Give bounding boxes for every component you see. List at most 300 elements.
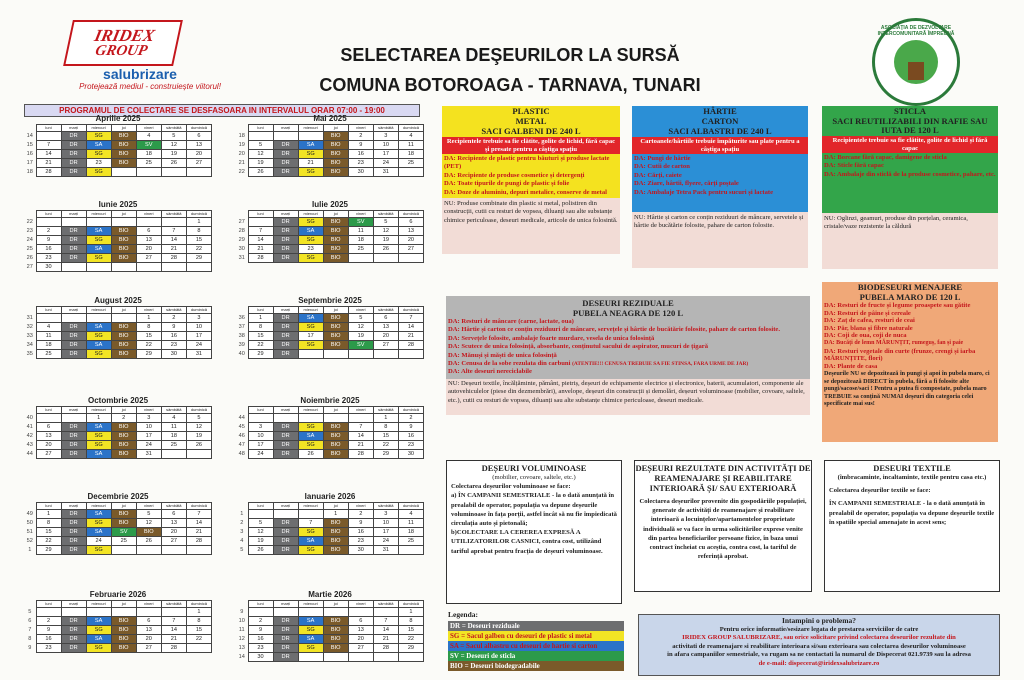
- weekday-header: duminică: [398, 503, 423, 510]
- calendar-day: [348, 254, 373, 263]
- calendar-month-title: Aprilie 2025: [95, 114, 141, 123]
- collection-day-dr: DR: [61, 236, 86, 245]
- collection-day-bio: BIO: [111, 132, 136, 141]
- residual-heading-1: DESEURI REZIDUALE: [582, 298, 674, 308]
- collection-day-bio: BIO: [111, 254, 136, 263]
- weekday-header: vineri: [136, 125, 161, 132]
- calendar-day: 14: [186, 519, 211, 528]
- textile-line-1: Colectarea deșeurilor textile se face:: [829, 487, 931, 495]
- calendar-day: 1: [323, 510, 348, 519]
- calendar-day: 23: [348, 159, 373, 168]
- contact-email[interactable]: de e-mail: dispecerat@iridexsalubrizare.ro: [758, 659, 880, 667]
- paper-da-5: DA: Ambalaje Tetra Pack pentru sucuri și lactate: [634, 188, 774, 196]
- calendar-day: 3: [373, 132, 398, 141]
- calendar-day: [398, 546, 423, 555]
- collection-day-sa: SA: [298, 141, 323, 150]
- contact-line-3: activitati de reamenajare si reabilitare interioara si/sau exterioara sau colectarea deseurilor voluminoase: [672, 642, 966, 650]
- week-number: 44: [238, 415, 245, 421]
- weekday-header: luni: [248, 407, 273, 414]
- calendar-day: 22: [186, 245, 211, 254]
- weekday-header: miercuri: [298, 125, 323, 132]
- calendar-day: 25: [161, 441, 186, 450]
- collection-day-sg: SG: [86, 168, 111, 177]
- calendar-day: 14: [348, 432, 373, 441]
- collection-day-sa: SA: [298, 537, 323, 546]
- calendar-day: [61, 414, 86, 423]
- calendar-day: 7: [161, 227, 186, 236]
- calendar-day: 10: [248, 432, 273, 441]
- collection-day-dr: DR: [61, 332, 86, 341]
- calendar-day: [36, 314, 61, 323]
- calendar-day: 30: [248, 653, 273, 662]
- calendar-day: 18: [398, 528, 423, 537]
- calendar-day: 18: [348, 236, 373, 245]
- calendar-day: 21: [36, 159, 61, 168]
- calendar-month: [236, 590, 424, 662]
- calendar-day: 16: [36, 245, 61, 254]
- week-number: 32: [26, 324, 33, 330]
- legend-item-sv: SV = Deseuri de sticla: [448, 651, 624, 661]
- calendar-day: [248, 414, 273, 423]
- collection-day-sa: SA: [86, 341, 111, 350]
- week-number-header: [236, 407, 248, 414]
- calendar-day: [86, 314, 111, 323]
- calendar-day: 21: [186, 528, 211, 537]
- weekday-header: marți: [61, 407, 86, 414]
- calendar-day: 30: [348, 546, 373, 555]
- collection-day-sa: SA: [298, 617, 323, 626]
- week-number: 19: [238, 142, 245, 148]
- logo-tagline: Protejează mediul - construiește viitorul!: [79, 82, 221, 91]
- calendar-day: 18: [136, 150, 161, 159]
- calendar-month-title: Martie 2026: [308, 590, 352, 599]
- weekday-header: marți: [273, 503, 298, 510]
- calendar-day: 15: [186, 236, 211, 245]
- calendar-month-title: Noiembrie 2025: [300, 396, 360, 405]
- bio-panel: [822, 282, 998, 442]
- bio-heading-2: PUBELA MARO DE 120 L: [859, 292, 961, 302]
- calendar-day: 7: [186, 510, 211, 519]
- calendar-day: 3: [186, 314, 211, 323]
- calendar-day: 26: [186, 441, 211, 450]
- weekday-header: sâmbătă: [373, 601, 398, 608]
- weekday-header: marți: [273, 601, 298, 608]
- textile-line-2: ÎN CAMPANII SEMESTRIALE - la o dată anunțată în prealabil de operator, populația va depune deșeurile textile în spatiile special amenajate in acest sens;: [829, 500, 995, 526]
- calendar-day: 18: [36, 341, 61, 350]
- weekday-header: joi: [323, 307, 348, 314]
- glass-heading-1: STICLA: [894, 106, 926, 116]
- weekday-header: miercuri: [86, 407, 111, 414]
- weekday-header: marți: [61, 307, 86, 314]
- weekday-header: duminică: [398, 307, 423, 314]
- calendar-day: 2: [111, 414, 136, 423]
- weekday-header: duminică: [186, 601, 211, 608]
- calendar-day: [111, 608, 136, 617]
- week-number: 12: [238, 636, 245, 642]
- collection-day-bio: BIO: [111, 644, 136, 653]
- calendar-day: 8: [373, 423, 398, 432]
- weekday-header: marți: [61, 503, 86, 510]
- legend: [448, 610, 624, 671]
- calendar-day: 26: [373, 245, 398, 254]
- calendar-day: [36, 218, 61, 227]
- calendar-day: 5: [373, 218, 398, 227]
- week-number-header: [24, 307, 36, 314]
- residual-nu: NU: Deșeuri textile, încălțăminte, pământ, pietriș, deșeuri de echipamente electrice și electronice, baterii, acumulatori, componente ale autovehiculelor (piese din dezmembrări), anvelope, deșeuri din construcții și demolări, deșeuri voluminoase (mobilier, covoare, saltele, etc.), cutii cu resturi de vopsea, diluanți sau alte substanțe chimice periculoase, deseuri medicale.: [448, 379, 805, 404]
- residual-da-3: DA: Servețele folosite, ambalaje foarte murdare, vesela de unica folosință: [448, 334, 655, 342]
- iridex-logo: [50, 20, 221, 91]
- calendar-day: 7: [348, 423, 373, 432]
- collection-day-dr: DR: [273, 245, 298, 254]
- collection-day-dr: DR: [61, 528, 86, 537]
- calendar-day: 20: [348, 635, 373, 644]
- calendar-day: [298, 414, 323, 423]
- calendar-day: 2: [36, 617, 61, 626]
- residual-panel: [446, 296, 810, 430]
- weekday-header: luni: [248, 125, 273, 132]
- bio-da-2: DA: Resturi de pâine și cereale: [824, 309, 911, 317]
- calendar-day: [298, 510, 323, 519]
- week-number-header: [236, 601, 248, 608]
- calendar-day: 11: [398, 141, 423, 150]
- collection-day-dr: DR: [61, 441, 86, 450]
- collection-day-sg: SG: [86, 332, 111, 341]
- week-number: 34: [26, 342, 33, 348]
- calendar-day: 28: [161, 254, 186, 263]
- calendar-day: 12: [248, 150, 273, 159]
- glass-da-2: DA: Sticle fără capac: [824, 162, 884, 170]
- collection-day-bio: BIO: [111, 350, 136, 359]
- weekday-header: duminică: [186, 503, 211, 510]
- calendar-day: 13: [398, 227, 423, 236]
- week-number: 14: [26, 133, 33, 139]
- collection-day-sv: SV: [348, 341, 373, 350]
- collection-day-dr: DR: [61, 227, 86, 236]
- calendar-month: [24, 492, 212, 555]
- calendar-day: [348, 414, 373, 423]
- week-number: 24: [26, 237, 33, 243]
- collection-day-dr: DR: [61, 617, 86, 626]
- calendar-day: 1: [36, 510, 61, 519]
- legend-item-bio: BIO = Deseuri biodegradabile: [448, 661, 624, 671]
- collection-day-sa: SA: [86, 323, 111, 332]
- calendar-day: [273, 510, 298, 519]
- collection-day-sa: SA: [298, 635, 323, 644]
- calendar-day: 31: [373, 168, 398, 177]
- bulky-heading: DEȘEURI VOLUMINOASE: [481, 463, 587, 473]
- week-number: 14: [238, 654, 245, 660]
- week-number: 47: [238, 442, 245, 448]
- collection-day-bio: BIO: [111, 227, 136, 236]
- calendar-day: 22: [248, 341, 273, 350]
- bio-da-1: DA: Resturi de fructe și legume proaspete sau gătite: [824, 302, 971, 309]
- collection-day-dr: DR: [61, 341, 86, 350]
- collection-day-sg: SG: [298, 528, 323, 537]
- calendar-day: 1: [248, 314, 273, 323]
- association-seal: [872, 18, 960, 106]
- weekday-header: luni: [36, 407, 61, 414]
- calendar-day: 24: [248, 450, 273, 459]
- weekday-header: miercuri: [298, 601, 323, 608]
- collection-day-sa: SA: [86, 450, 111, 459]
- calendar-day: [161, 450, 186, 459]
- calendar-day: 31: [373, 546, 398, 555]
- collection-day-dr: DR: [61, 450, 86, 459]
- collection-day-bio: BIO: [323, 546, 348, 555]
- weekday-header: luni: [248, 307, 273, 314]
- collection-day-dr: DR: [273, 546, 298, 555]
- weekday-header: duminică: [398, 125, 423, 132]
- calendar-day: [161, 218, 186, 227]
- tree-icon: [894, 40, 938, 84]
- calendar-month-title: Iunie 2025: [98, 200, 138, 209]
- calendar-day: 6: [398, 218, 423, 227]
- collection-day-sv: SV: [111, 528, 136, 537]
- calendar-day: [61, 263, 86, 272]
- collection-day-sg: SG: [298, 341, 323, 350]
- collection-day-dr: DR: [61, 635, 86, 644]
- bio-da-7: DA: Resturi vegetale din curte (frunze, crengi și iarba MĂRUNȚITE, flori): [824, 347, 976, 363]
- week-number-header: [24, 503, 36, 510]
- calendar-day: 16: [248, 635, 273, 644]
- plastic-da-1: DA: Recipiente de plastic pentru băuturi și produse lactate (PET): [444, 155, 610, 171]
- week-number: 27: [26, 264, 33, 270]
- collection-day-sg: SG: [298, 236, 323, 245]
- calendar-day: 29: [136, 350, 161, 359]
- calendar-day: 13: [136, 626, 161, 635]
- calendar-day: 4: [36, 323, 61, 332]
- renovation-waste-panel: [634, 460, 812, 592]
- calendar-day: 20: [161, 528, 186, 537]
- weekday-header: joi: [111, 307, 136, 314]
- collection-day-dr: DR: [273, 314, 298, 323]
- weekday-header: vineri: [136, 307, 161, 314]
- calendar-day: [136, 168, 161, 177]
- calendar-day: 9: [348, 519, 373, 528]
- calendar-day: 23: [398, 441, 423, 450]
- calendar-month-title: August 2025: [94, 296, 142, 305]
- calendar-day: [248, 608, 273, 617]
- weekday-header: sâmbătă: [373, 125, 398, 132]
- calendar-day: 14: [36, 150, 61, 159]
- calendar-day: 20: [373, 332, 398, 341]
- week-number: 37: [238, 324, 245, 330]
- weekday-header: duminică: [398, 601, 423, 608]
- calendar-day: [248, 132, 273, 141]
- weekday-header: joi: [323, 211, 348, 218]
- contact-line-4: in afara campaniilor semestriale, va rugam sa ne contactati la numarul de Dispecerat 021.9739 sau la adresa: [667, 651, 971, 659]
- collection-day-bio: BIO: [111, 245, 136, 254]
- week-number: 48: [238, 451, 245, 457]
- collection-day-bio: BIO: [111, 617, 136, 626]
- calendar-day: 16: [36, 635, 61, 644]
- calendar-day: 11: [398, 519, 423, 528]
- calendar-day: [161, 546, 186, 555]
- calendar-day: 6: [136, 227, 161, 236]
- week-number-header: [24, 211, 36, 218]
- calendar-day: 10: [136, 423, 161, 432]
- calendar-day: 13: [348, 626, 373, 635]
- collection-day-dr: DR: [61, 132, 86, 141]
- collection-day-bio: BIO: [111, 323, 136, 332]
- calendar-month: [24, 114, 212, 177]
- calendar-day: 21: [373, 635, 398, 644]
- collection-day-bio: BIO: [323, 626, 348, 635]
- weekday-header: vineri: [348, 307, 373, 314]
- week-number: 5: [240, 547, 244, 553]
- week-number: 16: [26, 151, 33, 157]
- collection-day-sg: SG: [86, 254, 111, 263]
- collection-day-bio: BIO: [323, 236, 348, 245]
- calendar-day: 1: [373, 414, 398, 423]
- weekday-header: sâmbătă: [373, 211, 398, 218]
- residual-da-5: DA: Mănuși și măști de unica folosință: [448, 351, 557, 359]
- calendar-day: 30: [161, 350, 186, 359]
- calendar-day: 13: [136, 236, 161, 245]
- weekday-header: luni: [248, 211, 273, 218]
- calendar-day: 8: [136, 323, 161, 332]
- calendar-day: 22: [398, 635, 423, 644]
- calendar-day: 27: [373, 341, 398, 350]
- collection-day-sa: SA: [86, 141, 111, 150]
- calendar-day: 12: [348, 323, 373, 332]
- calendar-day: 6: [373, 314, 398, 323]
- collection-day-sv: SV: [348, 218, 373, 227]
- calendar-day: 7: [36, 141, 61, 150]
- collection-day-dr: DR: [61, 350, 86, 359]
- week-number: 40: [26, 415, 33, 421]
- calendar-day: 27: [186, 159, 211, 168]
- logo-line-2: GROUP: [93, 43, 149, 59]
- weekday-header: duminică: [186, 125, 211, 132]
- week-number-header: [236, 125, 248, 132]
- calendar-day: 27: [348, 644, 373, 653]
- calendar-month: [236, 396, 424, 459]
- collection-day-bio: BIO: [323, 332, 348, 341]
- calendar-day: 27: [161, 537, 186, 546]
- calendar-day: 5: [136, 510, 161, 519]
- bulky-waste-panel: [446, 460, 622, 604]
- calendar-day: 6: [136, 617, 161, 626]
- week-number: 18: [238, 133, 245, 139]
- weekday-header: miercuri: [298, 211, 323, 218]
- calendar-day: 9: [36, 236, 61, 245]
- calendar-day: 2: [348, 510, 373, 519]
- collection-day-dr: DR: [273, 653, 298, 662]
- collection-day-sg: SG: [86, 626, 111, 635]
- calendar-day: 4: [398, 510, 423, 519]
- calendar-day: 20: [186, 150, 211, 159]
- calendar-day: 8: [36, 519, 61, 528]
- calendar-day: 26: [161, 159, 186, 168]
- calendar-day: 13: [373, 323, 398, 332]
- calendar-day: 23: [248, 644, 273, 653]
- collection-day-bio: BIO: [323, 218, 348, 227]
- week-number: 25: [26, 246, 33, 252]
- collection-day-bio: BIO: [323, 644, 348, 653]
- collection-day-sg: SG: [298, 323, 323, 332]
- paper-nu: NU: Hârtie și carton ce conțin reziduuri de mâncare, servetele și hârtie de bucătărie folosite, pahare de carton folosite.: [634, 214, 804, 230]
- calendar-day: 2: [348, 132, 373, 141]
- calendar-day: 30: [36, 263, 61, 272]
- contact-line-1: Pentru orice informatie/sesizare legata de prestarea serviciilor de catre: [719, 625, 919, 633]
- calendar-day: 16: [398, 432, 423, 441]
- calendar-day: [86, 218, 111, 227]
- calendar-day: 24: [186, 341, 211, 350]
- legend-item-sa: SA = Sacul albastru cu deseuri de hartie si carton: [448, 641, 624, 651]
- calendar-day: 24: [373, 159, 398, 168]
- weekday-header: vineri: [136, 503, 161, 510]
- calendar-day: [36, 414, 61, 423]
- collection-day-dr: DR: [273, 150, 298, 159]
- weekday-header: vineri: [136, 601, 161, 608]
- collection-day-bio: BIO: [323, 168, 348, 177]
- calendar-day: 28: [161, 644, 186, 653]
- collection-day-dr: DR: [61, 432, 86, 441]
- weekday-header: marți: [273, 125, 298, 132]
- weekday-header: marți: [61, 601, 86, 608]
- calendar-day: 25: [136, 159, 161, 168]
- collection-day-sg: SG: [86, 546, 111, 555]
- calendar-day: 27: [136, 254, 161, 263]
- weekday-header: luni: [36, 125, 61, 132]
- week-number: 29: [238, 237, 245, 243]
- logo-line-1: IRIDEX: [92, 26, 157, 45]
- weekday-header: luni: [248, 601, 273, 608]
- collection-day-bio: BIO: [323, 528, 348, 537]
- glass-warning: Recipientele trebuie sa fie clătite, golite de lichid și fără capac: [822, 136, 998, 153]
- calendar-day: 26: [136, 537, 161, 546]
- week-number: 31: [26, 315, 33, 321]
- week-number: 5: [28, 609, 32, 615]
- calendar-day: 13: [161, 519, 186, 528]
- collection-day-dr: DR: [61, 254, 86, 263]
- calendar-day: 16: [348, 528, 373, 537]
- bulky-line-3: b)COLECTARE LA CEREREA EXPRESĂ A UTILIZATORILOR CASNICI, contra cost, utilizând tariful aprobat pentru fracția de deșeuri voluminoase.: [451, 529, 603, 555]
- logo-badge: [63, 20, 183, 66]
- week-number: 21: [238, 160, 245, 166]
- calendar-day: 25: [348, 245, 373, 254]
- calendar-day: 19: [348, 332, 373, 341]
- collection-day-dr: DR: [61, 546, 86, 555]
- calendar-month: [236, 296, 424, 359]
- residual-da-4: DA: Scutece de unica folosință, absorbante, conținutul sacului de aspirator, mucuri de țigară: [448, 343, 709, 351]
- calendar-month: [236, 492, 424, 555]
- collection-day-bio: BIO: [323, 323, 348, 332]
- week-number: 39: [238, 342, 245, 348]
- calendar-day: [298, 132, 323, 141]
- calendar-day: 19: [161, 150, 186, 159]
- calendar-day: 29: [248, 350, 273, 359]
- calendar-day: 25: [398, 537, 423, 546]
- calendar-day: 3: [373, 510, 398, 519]
- week-number-header: [236, 503, 248, 510]
- collection-day-bio: BIO: [111, 510, 136, 519]
- calendar-day: [136, 546, 161, 555]
- collection-day-sg: SG: [298, 423, 323, 432]
- calendar-day: [273, 132, 298, 141]
- week-number: 8: [28, 636, 32, 642]
- calendar-month: [24, 396, 212, 459]
- calendar-day: 16: [348, 150, 373, 159]
- weekday-header: miercuri: [298, 407, 323, 414]
- weekday-header: miercuri: [86, 307, 111, 314]
- week-number: 11: [238, 627, 245, 633]
- calendar-day: 21: [248, 245, 273, 254]
- weekday-header: marți: [61, 211, 86, 218]
- week-number-header: [24, 125, 36, 132]
- week-number: 31: [238, 255, 245, 261]
